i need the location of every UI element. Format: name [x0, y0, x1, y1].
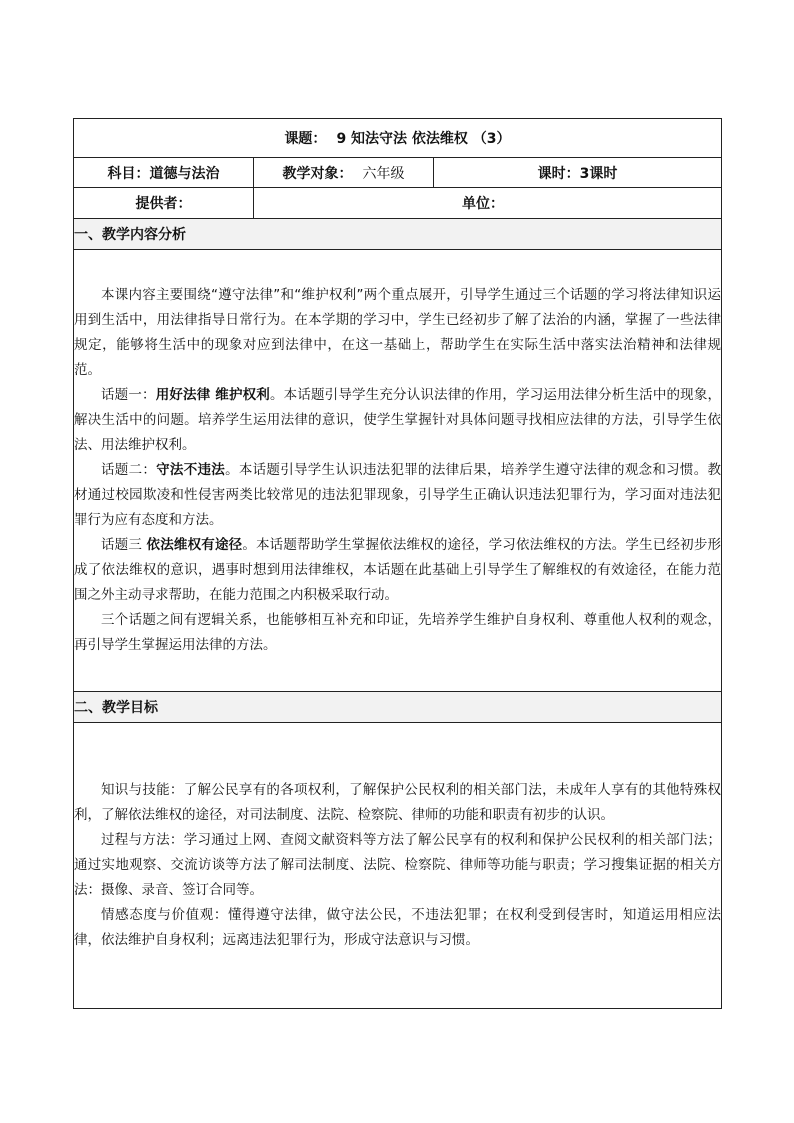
meta-row	[74, 158, 722, 188]
goal-process-methods: 过程与方法：学习通过上网、查阅文献资料等方法了解公民享有的权利和保护公民权利的相关部门法；通过实地观察、交流访谈等方法了解司法制度、法院、检察院、律师等功能与职责；学习搜集证据的相关方法：摄像、录音、签订合同等。	[74, 832, 721, 898]
topic3-title: 依法维权有途径	[146, 537, 243, 553]
lesson-title: 9 知法守法 依法维权 （3）	[336, 131, 511, 147]
section2-header-row	[74, 692, 722, 723]
topic2-title: 守法不违法	[156, 462, 226, 478]
subject-cell	[74, 158, 254, 188]
topic2-text: 。本话题引导学生认识违法犯罪的法律后果，培养学生遵守法律的观念和习惯。教材通过校园欺凌和性侵害两类比较常见的违法犯罪现象，引导学生正确认识违法犯罪行为，学习面对违法犯罪行为应有态度和方法。	[74, 462, 722, 528]
title-label: 课题：	[284, 131, 327, 147]
section1-paragraph-2	[74, 383, 721, 458]
title-row	[74, 119, 722, 158]
provider-row	[74, 188, 722, 219]
section1-paragraph-1: 本课内容主要围绕“遵守法律”和“维护权利”两个重点展开，引导学生通过三个话题的学习将法律知识运用到生活中，用法律指导日常行为。在本学期的学习中，学生已经初步了解了法治的内涵，掌握了一些法律规定，能够将生活中的现象对应到法律中，在这一基础上，帮助学生在实际生活中落实法治精神和法律规范。	[74, 287, 721, 378]
topic1-prefix: 话题一：	[101, 387, 156, 403]
provider-label: 提供者：	[135, 196, 192, 212]
topic2-prefix: 话题二：	[101, 462, 157, 478]
title-cell	[74, 119, 722, 158]
section2-heading: 二、教学目标	[74, 692, 722, 723]
audience-cell	[254, 158, 434, 188]
section1-body	[74, 250, 722, 692]
section1-paragraph-3	[74, 458, 721, 533]
section1-paragraph-5: 三个话题之间有逻辑关系，也能够相互补充和印证，先培养学生维护自身权利、尊重他人权利的观念，再引导学生掌握运用法律的方法。	[74, 612, 721, 653]
section1-heading: 一、教学内容分析	[74, 219, 722, 250]
section2-body-row	[74, 723, 722, 1009]
hours-cell	[434, 158, 722, 188]
topic3-prefix: 话题三	[101, 537, 147, 553]
provider-cell	[74, 188, 254, 219]
unit-cell	[254, 188, 722, 219]
subject-label: 科目：道德与法治	[107, 165, 220, 182]
section1-header-row	[74, 219, 722, 250]
lesson-plan-table	[73, 118, 722, 1009]
topic1-title: 用好法律 维护权利	[155, 387, 270, 403]
audience-label: 教学对象：	[282, 165, 353, 182]
section2-body	[74, 723, 722, 1009]
hours-label: 课时：3课时	[537, 165, 618, 182]
unit-label: 单位：	[462, 196, 504, 212]
section1-paragraph-4	[74, 533, 721, 608]
audience-value: 六年级	[362, 165, 405, 182]
topic3-text: 。本话题帮助学生掌握依法维权的途径，学习依法维权的方法。学生已经初步形成了依法维权的意识，遇事时想到用法律维权，本话题在此基础上引导学生了解维权的有效途径，在能力范围之外主动寻求帮助，在能力范围之内积极采取行动。	[74, 537, 722, 603]
topic1-text: 。本话题引导学生充分认识法律的作用，学习运用法律分析生活中的现象，解决生活中的问题。培养学生运用法律的意识，使学生掌握针对具体问题寻找相应法律的方法，引导学生依法、用法维护权利。	[74, 387, 722, 453]
goal-attitude-values: 情感态度与价值观：懂得遵守法律，做守法公民，不违法犯罪；在权利受到侵害时，知道运用相应法律，依法维护自身权利；远离违法犯罪行为，形成守法意识与习惯。	[74, 907, 721, 948]
lesson-plan-page	[73, 118, 721, 1009]
goal-knowledge-skills: 知识与技能：了解公民享有的各项权利，了解保护公民权利的相关部门法，未成年人享有的其他特殊权利，了解依法维权的途径，对司法制度、法院、检察院、律师的功能和职责有初步的认识。	[74, 782, 721, 823]
section1-body-row	[74, 250, 722, 692]
